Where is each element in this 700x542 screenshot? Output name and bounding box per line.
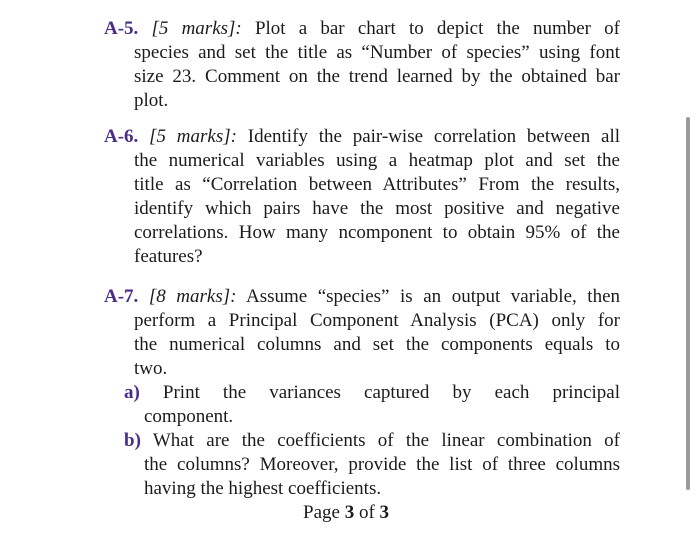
subitem-a — [124, 381, 620, 429]
question-marks: [5 marks]: — [149, 126, 237, 147]
question-a7 — [104, 285, 620, 381]
question-text-line: species and set the title as “Number of species” using font — [134, 42, 620, 63]
question-label: A-7. — [104, 286, 139, 307]
subitem-text-line: having the highest coefficients. — [144, 478, 382, 499]
subitem-label: a) — [124, 382, 140, 403]
subitem-text-line: component. — [144, 406, 234, 427]
question-marks: [8 marks]: — [148, 286, 237, 307]
question-text-line: correlations. How many ncomponent to obtain 95% of the — [134, 222, 620, 243]
question-text-line: title as “Correlation between Attributes” From the results, — [134, 174, 620, 195]
question-label: A-5. — [104, 18, 139, 39]
question-text-line: Plot a bar chart to depict the number of — [254, 18, 620, 39]
question-a6 — [104, 125, 620, 269]
question-text-line: identify which pairs have the most positive and negative — [134, 198, 620, 219]
question-text-line: size 23. Comment on the trend learned by the obtained bar — [134, 66, 620, 87]
question-text-line: features? — [134, 246, 203, 267]
current-page: 3 — [344, 502, 355, 523]
question-text-line: Assume “species” is an output variable, then — [245, 286, 621, 307]
of-word: of — [358, 502, 375, 523]
question-text-line: perform a Principal Component Analysis (PCA) only for — [134, 310, 620, 331]
subitem-text-line: Print the variances captured by each principal — [162, 382, 620, 403]
question-text-line: plot. — [134, 90, 169, 111]
question-marks: [5 marks]: — [151, 18, 242, 39]
subitem-a-first-line — [124, 381, 620, 405]
question-a5-first-line — [104, 17, 620, 41]
subitem-b-first-line — [124, 429, 620, 453]
subitem-text-line: What are the coefficients of the linear combination of — [152, 430, 620, 451]
question-text-line: Identify the pair-wise correlation between all — [247, 126, 620, 147]
question-label: A-6. — [104, 126, 139, 147]
question-a5 — [104, 17, 620, 113]
total-pages: 3 — [379, 502, 390, 523]
question-text-line: the numerical columns and set the components equals to — [134, 334, 620, 355]
question-a7-first-line — [104, 285, 620, 309]
subitem-label: b) — [124, 430, 141, 451]
question-text-line: the numerical variables using a heatmap plot and set the — [134, 150, 620, 171]
question-text-line: two. — [134, 358, 168, 379]
question-a6-first-line — [104, 125, 620, 149]
subitem-b — [124, 429, 620, 501]
subitem-text-line: the columns? Moreover, provide the list of three columns — [144, 454, 620, 475]
scrollbar[interactable] — [686, 117, 690, 490]
page-word: Page — [303, 502, 340, 523]
page-number — [303, 501, 389, 525]
